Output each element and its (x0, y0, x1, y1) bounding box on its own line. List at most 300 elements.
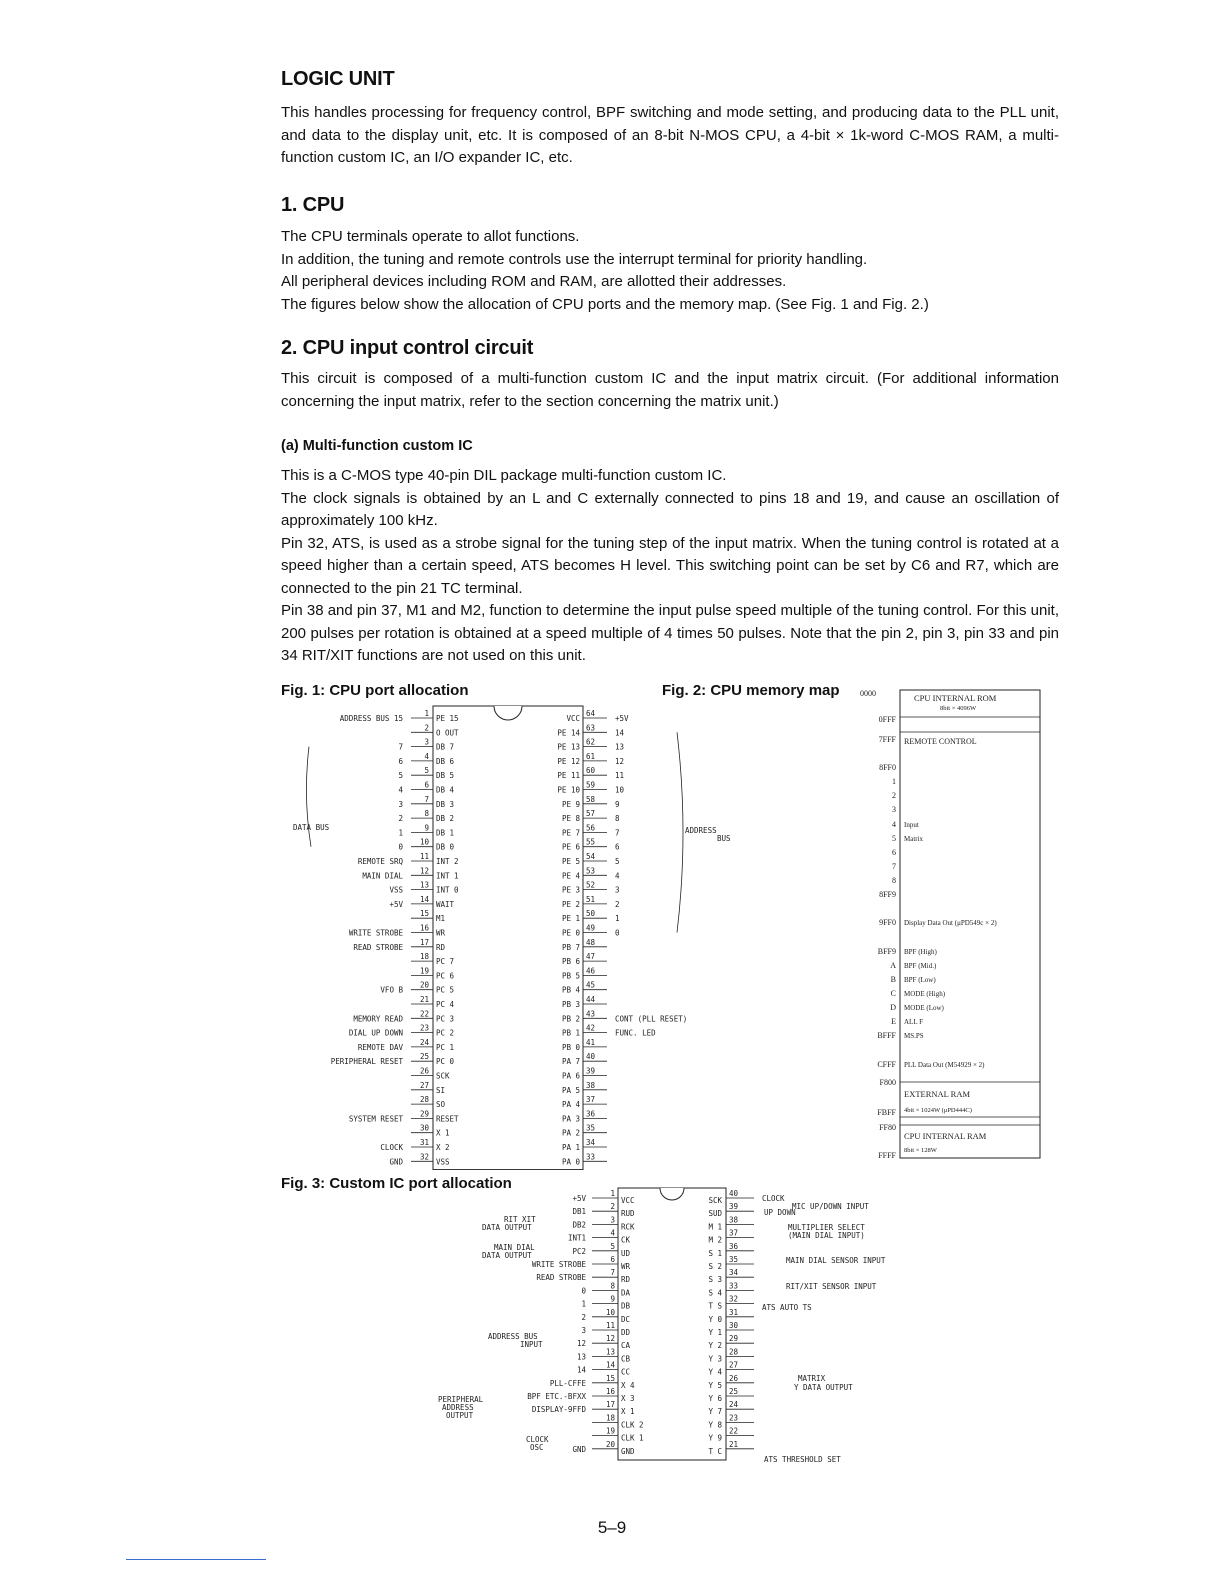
cpu-right-pin-name: PE 13 (557, 742, 580, 752)
memory-map-entry: BPF (High) (904, 948, 937, 956)
cpu-left-pin-name: INT 1 (436, 871, 459, 881)
cpu-ic-notch (494, 706, 522, 720)
cpu-line-3: All peripheral devices including ROM and RAM, are allotted their addresses. (281, 273, 787, 290)
memory-map-entry: MODE (High) (904, 990, 946, 998)
cpu-left-pin-number: 12 (419, 866, 429, 876)
cpu-left-signal-label: VFO B (380, 985, 403, 995)
cpu-left-signal-label: REMOTE DAV (357, 1042, 403, 1052)
cpu-right-pin-number: 33 (586, 1152, 596, 1162)
custom-right-pin-number: 24 (729, 1400, 739, 1410)
cpu-right-pin-name: PE 4 (561, 871, 580, 881)
memory-map-entry: BPF (Mid.) (904, 962, 937, 970)
cpu-right-signal-label: 2 (615, 899, 620, 909)
cpu-right-pin-number: 49 (586, 923, 596, 933)
custom-right-pin-number: 36 (729, 1241, 739, 1251)
f3-data-output: DATA OUTPUT (482, 1223, 532, 1232)
custom-right-pin-name: S 2 (708, 1262, 722, 1271)
cpu-left-pin-number: 4 (424, 751, 429, 761)
cpu-right-pin-number: 38 (586, 1080, 596, 1090)
cpu-right-signal-label: 14 (615, 728, 625, 738)
cpu-left-signal-label: 3 (398, 799, 403, 809)
memory-map-address: FFFF (878, 1151, 896, 1160)
custom-right-pin-number: 32 (729, 1294, 739, 1304)
custom-left-pin-name: CLK 1 (621, 1433, 644, 1443)
custom-left-pin-name: GND (621, 1446, 635, 1456)
f3r-mult: MULTIPLIER SELECT (788, 1223, 865, 1232)
cpu-left-signal-label: 7 (398, 742, 403, 752)
custom-ic-p1: This is a C-MOS type 40-pin DIL package multi-function custom IC. (281, 467, 727, 484)
memory-map-address: F800 (879, 1078, 896, 1087)
memory-map-address: D (890, 1003, 896, 1012)
custom-left-pin-number: 2 (610, 1202, 615, 1212)
cpu-left-pin-number: 8 (424, 809, 429, 819)
cpu-right-signal-label: 3 (615, 885, 620, 895)
custom-left-signal-label: +5V (572, 1194, 586, 1203)
cpu-right-pin-number: 40 (586, 1052, 596, 1062)
custom-left-pin-name: RD (621, 1275, 631, 1285)
cpu-right-pin-name: PA 4 (561, 1100, 580, 1110)
cpu-left-pin-number: 2 (424, 723, 429, 733)
cpu-right-pin-number: 53 (586, 866, 596, 876)
cpu-right-pin-number: 54 (586, 852, 596, 861)
custom-left-pin-number: 16 (605, 1387, 615, 1396)
cpu-left-pin-number: 29 (419, 1109, 429, 1119)
custom-left-pin-number: 20 (605, 1439, 615, 1449)
footer-rule (126, 1559, 266, 1560)
cpu-left-signal-label: 6 (398, 756, 403, 766)
custom-right-pin-name: M 1 (708, 1222, 722, 1232)
cpu-right-pin-name: PA 5 (561, 1085, 580, 1095)
cpu-left-pin-name: DB 7 (436, 742, 455, 752)
f3-output: OUTPUT (446, 1411, 474, 1420)
fig3-diagram (290, 1180, 930, 1480)
fig1-address-label: ADDRESS (685, 826, 717, 835)
memory-map-entry: PLL Data Out (M54929 × 2) (904, 1061, 985, 1069)
cpu-right-pin-number: 60 (586, 766, 596, 776)
custom-ic-p4: Pin 38 and pin 37, M1 and M2, function to determine the input pulse speed multiple of the tuning control. For this unit, 200 pulses per rotation is obtained at a speed multiple of 4 times 50 pulses. Note that the pin 2, pin 3, pin 33 and pin 34 RIT/XIT functions are not used on this unit. (281, 602, 1059, 664)
memory-map-address: E (891, 1017, 896, 1026)
custom-left-signal-label: DISPLAY-9FFD (531, 1405, 586, 1415)
mm-remote: REMOTE CONTROL (904, 737, 977, 746)
cpu-left-pin-number: 24 (419, 1037, 429, 1047)
custom-right-pin-name: Y 8 (708, 1420, 722, 1430)
custom-right-pin-number: 29 (729, 1334, 739, 1344)
cpu-left-pin-number: 25 (419, 1052, 429, 1062)
memory-map-address: 3 (892, 805, 896, 814)
cpu-right-signal-label: FUNC. LED (615, 1028, 656, 1038)
cpu-right-pin-name: PE 7 (561, 828, 580, 838)
mm-addr-top: 0000 (860, 689, 876, 698)
cpu-left-signal-label: ADDRESS BUS 15 (339, 714, 403, 723)
cpu-right-signal-label: 12 (615, 756, 625, 766)
custom-right-pin-name: Y 6 (708, 1394, 722, 1403)
cpu-right-pin-name: PE 14 (557, 728, 580, 738)
memory-map-address: BFF9 (877, 947, 896, 956)
cpu-left-pin-name: PC 5 (436, 985, 455, 995)
custom-left-pin-name: VCC (621, 1196, 635, 1205)
custom-left-pin-name: CA (621, 1341, 631, 1351)
cpu-right-pin-number: 63 (586, 723, 596, 733)
memory-map-address: FF80 (879, 1123, 896, 1132)
cpu-line-4: The figures below show the allocation of CPU ports and the memory map. (See Fig. 1 and Fig. 2.) (281, 295, 929, 313)
custom-left-signal-label: 1 (581, 1299, 586, 1309)
cpu-right-pin-number: 59 (586, 780, 596, 790)
cpu-left-signal-label: MEMORY READ (353, 1014, 403, 1024)
cpu-right-pin-number: 41 (586, 1037, 596, 1047)
memory-map-address: 1 (892, 777, 896, 786)
cpu-left-pin-name: DB 2 (436, 814, 455, 824)
f3-data-output2: DATA OUTPUT (482, 1251, 532, 1260)
f3-address-bus: ADDRESS BUS (488, 1332, 538, 1341)
section-title-logic-unit: LOGIC UNIT (281, 68, 395, 90)
custom-left-pin-number: 3 (610, 1215, 615, 1225)
mm-rom-title: CPU INTERNAL ROM (914, 693, 997, 703)
cpu-left-pin-name: PC 0 (436, 1057, 455, 1067)
custom-left-signal-label: READ STROBE (536, 1273, 586, 1283)
f3-clock: CLOCK (526, 1435, 549, 1444)
custom-right-pin-number: 31 (729, 1307, 739, 1317)
cpu-right-pin-number: 64 (586, 709, 596, 718)
cpu-left-pin-name: O OUT (436, 728, 459, 738)
f3r-matrix: MATRIX (798, 1374, 826, 1383)
cpu-left-pin-name: VSS (436, 1157, 450, 1167)
cpu-left-pin-number: 27 (419, 1080, 429, 1090)
memory-map-entry: ALL F (904, 1018, 923, 1026)
custom-left-pin-name: WR (621, 1262, 631, 1271)
custom-right-pin-name: Y 5 (708, 1380, 722, 1390)
custom-left-pin-name: X 3 (621, 1394, 635, 1403)
custom-left-pin-number: 8 (610, 1281, 615, 1291)
cpu-right-pin-number: 42 (586, 1023, 596, 1033)
custom-left-pin-number: 10 (605, 1307, 615, 1317)
cpu-left-pin-name: INT 0 (436, 885, 459, 895)
cpu-right-pin-name: PE 10 (557, 785, 580, 795)
custom-right-pin-name: S 1 (708, 1248, 722, 1258)
cpu-right-signal-label: 1 (615, 914, 620, 924)
cpu-right-pin-number: 48 (586, 937, 596, 947)
cpu-right-pin-number: 45 (586, 980, 596, 990)
cpu-right-pin-number: 62 (586, 737, 596, 747)
custom-left-signal-label: DB2 (572, 1220, 586, 1230)
section-title-cpu-input: 2. CPU input control circuit (281, 337, 534, 359)
mm-rom-size: 8bit × 4096W (940, 705, 977, 712)
cpu-right-pin-number: 51 (586, 894, 596, 904)
custom-left-pin-name: DC (621, 1314, 631, 1324)
cpu-right-pin-number: 35 (586, 1123, 596, 1133)
cpu-left-pin-number: 20 (419, 980, 429, 990)
mm-int-ram: CPU INTERNAL RAM (904, 1131, 987, 1141)
cpu-right-pin-name: PA 1 (561, 1143, 580, 1152)
logic-unit-text: This handles processing for frequency control, BPF switching and mode setting, and producing data to the PLL unit, and data to the display unit, etc. It is composed of an 8-bit N-MOS CPU, a 4-bit × 1k-word C-MOS RAM, a multi-function custom IC, an I/O expander IC, etc. (281, 104, 1059, 166)
custom-left-pin-number: 5 (610, 1241, 615, 1251)
f3-address: ADDRESS (442, 1403, 474, 1412)
custom-left-pin-number: 1 (610, 1189, 615, 1198)
custom-right-pin-name: S 3 (708, 1275, 722, 1285)
cpu-left-pin-number: 17 (419, 937, 429, 947)
memory-map-address: 9FF0 (879, 918, 896, 927)
cpu-right-pin-name: PE 1 (561, 914, 580, 924)
cpu-left-pin-number: 7 (424, 794, 429, 804)
cpu-left-pin-name: DB 3 (436, 799, 455, 809)
cpu-left-pin-number: 23 (419, 1023, 429, 1033)
cpu-right-signal-label: CONT (PLL RESET) (615, 1014, 688, 1024)
f3r-ats-th: ATS THRESHOLD SET (764, 1455, 841, 1464)
cpu-right-pin-number: 58 (586, 794, 596, 804)
custom-right-pin-number: 27 (729, 1360, 739, 1370)
cpu-right-signal-label: 8 (615, 814, 620, 824)
logic-unit-body (281, 102, 1059, 170)
cpu-left-pin-name: PC 7 (436, 957, 455, 967)
custom-ic-body (281, 465, 1059, 668)
mm-int-ram-size: 8bit × 128W (904, 1147, 937, 1154)
cpu-left-signal-label: SYSTEM RESET (348, 1114, 403, 1124)
cpu-right-signal-label: 13 (615, 742, 625, 752)
cpu-right-signal-label: 9 (615, 799, 620, 809)
cpu-right-pin-name: PA 3 (561, 1114, 580, 1124)
cpu-left-pin-name: SO (436, 1100, 446, 1110)
custom-left-pin-name: CC (621, 1367, 631, 1377)
custom-left-pin-name: X 4 (621, 1380, 635, 1390)
cpu-right-pin-name: PB 3 (561, 1000, 580, 1009)
cpu-left-pin-name: X 1 (436, 1128, 450, 1138)
custom-left-pin-number: 15 (605, 1373, 615, 1383)
custom-left-signal-label: 0 (581, 1286, 586, 1296)
memory-map-entry: Input (904, 821, 919, 829)
cpu-left-pin-number: 30 (419, 1123, 429, 1133)
custom-left-pin-number: 12 (605, 1334, 615, 1344)
custom-left-signal-label: 2 (581, 1312, 586, 1322)
custom-left-signal-label: DB1 (572, 1207, 586, 1217)
cpu-left-pin-name: WAIT (436, 899, 455, 909)
custom-right-pin-number: 30 (729, 1321, 739, 1330)
cpu-left-pin-name: RESET (436, 1114, 459, 1124)
custom-right-pin-name: Y 4 (708, 1367, 722, 1377)
memory-map-address: 4 (892, 820, 896, 829)
memory-map-address: 8FF0 (879, 763, 896, 772)
custom-right-pin-number: 34 (729, 1268, 739, 1278)
custom-left-pin-name: UD (621, 1248, 631, 1258)
custom-left-signal-label: WRITE STROBE (531, 1260, 586, 1269)
fig2-memory-map (858, 684, 1048, 1164)
cpu-right-pin-number: 55 (586, 837, 596, 847)
memory-map-address: 8 (892, 876, 896, 885)
custom-left-pin-name: DA (621, 1288, 631, 1298)
custom-ic-p2: The clock signals is obtained by an L and C externally connected to pins 18 and 19, and cause an oscillation of approximately 100 kHz. (281, 489, 1059, 529)
cpu-right-pin-name: PE 8 (561, 814, 580, 824)
cpu-right-pin-name: PE 11 (557, 771, 580, 781)
cpu-left-pin-name: DB 5 (436, 771, 455, 781)
custom-left-signal-label: BPF ETC.-BFXX (527, 1392, 586, 1401)
custom-right-pin-number: 39 (729, 1202, 739, 1212)
fig1-fixed-labels (293, 823, 731, 843)
cpu-left-signal-label: DIAL UP DOWN (348, 1028, 403, 1038)
custom-left-signal-label: 14 (576, 1365, 586, 1375)
cpu-right-pin-name: PB 0 (561, 1042, 580, 1052)
f3-osc: OSC (530, 1443, 544, 1452)
custom-right-pin-number: 33 (729, 1281, 739, 1291)
custom-right-pin-name: M 2 (708, 1235, 722, 1245)
cpu-right-pin-name: PE 9 (561, 799, 580, 809)
cpu-left-pin-name: DB 1 (436, 828, 455, 838)
cpu-right-pin-name: PE 6 (561, 842, 580, 852)
cpu-left-pin-number: 13 (419, 880, 429, 890)
cpu-left-signal-label: MAIN DIAL (362, 871, 403, 881)
mm-ext-ram-size: 4bit × 1024W (μPD444C) (904, 1107, 972, 1114)
memory-map-entry: Matrix (904, 835, 924, 843)
cpu-right-signal-label: 7 (615, 828, 620, 838)
cpu-right-pin-name: PB 2 (561, 1014, 580, 1024)
cpu-left-pin-number: 3 (424, 737, 429, 747)
custom-left-pin-number: 7 (610, 1268, 615, 1278)
cpu-left-pin-number: 6 (424, 780, 429, 790)
cpu-right-pin-name: PA 6 (561, 1071, 580, 1081)
cpu-right-pin-name: PA 0 (561, 1157, 580, 1167)
cpu-right-signal-label: 11 (615, 771, 625, 781)
cpu-left-pin-number: 15 (419, 909, 429, 919)
cpu-right-pin-name: PA 2 (561, 1128, 580, 1138)
cpu-left-pin-name: SI (436, 1085, 446, 1095)
custom-left-signal-label: PLL-CFFE (549, 1378, 586, 1388)
custom-left-signal-label: 13 (576, 1352, 586, 1362)
cpu-right-pin-number: 36 (586, 1109, 596, 1119)
f3r-clock: CLOCK (762, 1194, 785, 1203)
custom-left-pin-name: RCK (621, 1222, 635, 1232)
custom-left-pin-name: CK (621, 1235, 631, 1245)
fig3-title: Fig. 3: Custom IC port allocation (281, 1175, 512, 1192)
cpu-right-pin-number: 56 (586, 823, 596, 833)
cpu-left-pin-name: PC 2 (436, 1028, 455, 1038)
cpu-right-pin-name: PB 1 (561, 1028, 580, 1038)
cpu-right-pin-name: VCC (566, 714, 580, 723)
cpu-right-pin-name: PE 0 (561, 928, 580, 938)
custom-right-pin-name: Y 1 (708, 1328, 722, 1337)
cpu-left-pin-name: M1 (436, 914, 446, 924)
custom-right-pin-number: 38 (729, 1215, 739, 1225)
cpu-input-body (281, 368, 1059, 413)
custom-right-pin-name: Y 9 (708, 1433, 722, 1443)
cpu-line-2: In addition, the tuning and remote controls use the interrupt terminal for priority handling. (281, 250, 868, 268)
f3r-rit: RIT/XIT SENSOR INPUT (786, 1282, 877, 1291)
f3r-mult2: (MAIN DIAL INPUT) (788, 1231, 865, 1240)
custom-left-pin-number: 14 (605, 1360, 615, 1370)
cpu-right-pin-name: PB 4 (561, 985, 580, 995)
cpu-left-pin-name: X 2 (436, 1143, 450, 1152)
custom-left-pin-number: 19 (605, 1426, 615, 1436)
custom-left-pin-name: DB (621, 1301, 631, 1311)
memory-map-address: 8FF9 (879, 890, 896, 899)
fig1-diagram (285, 700, 745, 1170)
custom-right-pin-number: 40 (729, 1189, 739, 1198)
custom-right-pin-name: T C (708, 1446, 722, 1456)
cpu-right-pin-name: PE 5 (561, 857, 580, 866)
custom-right-pin-name: T S (708, 1301, 722, 1311)
cpu-right-pin-name: PA 7 (561, 1057, 580, 1067)
memory-map-address: 0FFF (878, 715, 896, 724)
custom-left-pin-name: CLK 2 (621, 1420, 644, 1430)
cpu-left-pin-number: 16 (419, 923, 429, 933)
fig3-group-labels (438, 1194, 886, 1464)
f3-main-dial: MAIN DIAL (494, 1243, 535, 1252)
cpu-left-signal-label: PERIPHERAL RESET (330, 1057, 403, 1067)
cpu-left-signal-label: REMOTE SRQ (357, 857, 403, 866)
custom-right-pin-name: Y 3 (708, 1354, 722, 1364)
fig1-data-bus-label: DATA BUS (293, 823, 330, 832)
memory-map-address: CFFF (877, 1060, 896, 1069)
cpu-input-text: This circuit is composed of a multi-function custom IC and the input matrix circuit. (For additional information concerning the input matrix, refer to the section concerning the matrix unit.) (281, 370, 1059, 410)
cpu-left-pin-name: PC 6 (436, 971, 455, 981)
custom-right-pin-name: SUD (708, 1209, 722, 1219)
page-number: 5–9 (597, 1518, 627, 1537)
custom-right-pin-name: Y 0 (708, 1314, 722, 1324)
cpu-left-pin-number: 32 (419, 1152, 429, 1162)
cpu-left-signal-label: +5V (389, 899, 403, 909)
memory-map-address: 5 (892, 834, 896, 843)
cpu-left-pin-name: RD (436, 942, 446, 952)
custom-right-pin-number: 25 (729, 1387, 739, 1396)
cpu-right-pin-name: PB 5 (561, 971, 580, 981)
cpu-right-pin-name: PE 3 (561, 885, 580, 895)
f3r-ats: ATS AUTO TS (762, 1303, 812, 1312)
cpu-left-pin-number: 26 (419, 1066, 429, 1076)
custom-left-signal-label: 3 (581, 1326, 586, 1335)
cpu-left-signal-label: WRITE STROBE (348, 928, 403, 938)
cpu-right-pin-name: PB 7 (561, 942, 580, 952)
cpu-left-pin-name: PE 15 (436, 714, 459, 723)
cpu-left-pin-name: SCK (436, 1071, 450, 1081)
cpu-right-pin-number: 34 (586, 1138, 596, 1147)
cpu-body (281, 226, 1059, 316)
memory-map-address: FBFF (877, 1108, 896, 1117)
cpu-left-signal-label: READ STROBE (353, 942, 403, 952)
custom-left-pin-name: RUD (621, 1209, 635, 1219)
custom-left-signal-label: GND (572, 1444, 586, 1454)
cpu-left-pin-name: WR (436, 928, 446, 938)
cpu-left-pin-name: PC 4 (436, 1000, 455, 1009)
section-title-cpu: 1. CPU (281, 194, 345, 216)
custom-right-pin-number: 37 (729, 1228, 739, 1238)
address-bus-brace (677, 732, 683, 932)
custom-left-pin-number: 17 (605, 1400, 615, 1410)
custom-left-signal-label: PC2 (572, 1246, 586, 1256)
cpu-right-pin-number: 44 (586, 995, 596, 1004)
cpu-right-signal-label: 10 (615, 785, 625, 795)
cpu-left-pin-number: 21 (419, 995, 429, 1004)
cpu-left-pin-number: 22 (419, 1009, 429, 1019)
cpu-left-signal-label: 5 (398, 771, 403, 781)
custom-left-pin-number: 11 (605, 1321, 615, 1330)
f3-rit-xit: RIT XIT (504, 1215, 536, 1224)
custom-ic-notch (660, 1188, 684, 1200)
cpu-right-pin-number: 50 (586, 909, 596, 919)
custom-right-pin-number: 21 (729, 1439, 739, 1449)
cpu-left-pin-number: 10 (419, 837, 429, 847)
f3r-ydata: Y DATA OUTPUT (794, 1383, 853, 1392)
cpu-line-1: The CPU terminals operate to allot functions. (281, 228, 580, 245)
cpu-left-signal-label: 1 (398, 828, 403, 838)
memory-map-entry: BPF (Low) (904, 976, 936, 984)
cpu-left-pin-number: 18 (419, 952, 429, 962)
cpu-left-pin-number: 1 (424, 709, 429, 718)
cpu-left-pin-number: 28 (419, 1095, 429, 1105)
custom-left-pin-name: X 1 (621, 1407, 635, 1417)
cpu-left-pin-number: 14 (419, 894, 429, 904)
cpu-right-pin-number: 52 (586, 880, 596, 890)
custom-left-signal-label: INT1 (567, 1233, 586, 1243)
cpu-right-pin-number: 57 (586, 809, 596, 819)
fig1-title: Fig. 1: CPU port allocation (281, 682, 469, 699)
f3-input: INPUT (520, 1340, 543, 1349)
cpu-left-pin-name: DB 6 (436, 756, 455, 766)
